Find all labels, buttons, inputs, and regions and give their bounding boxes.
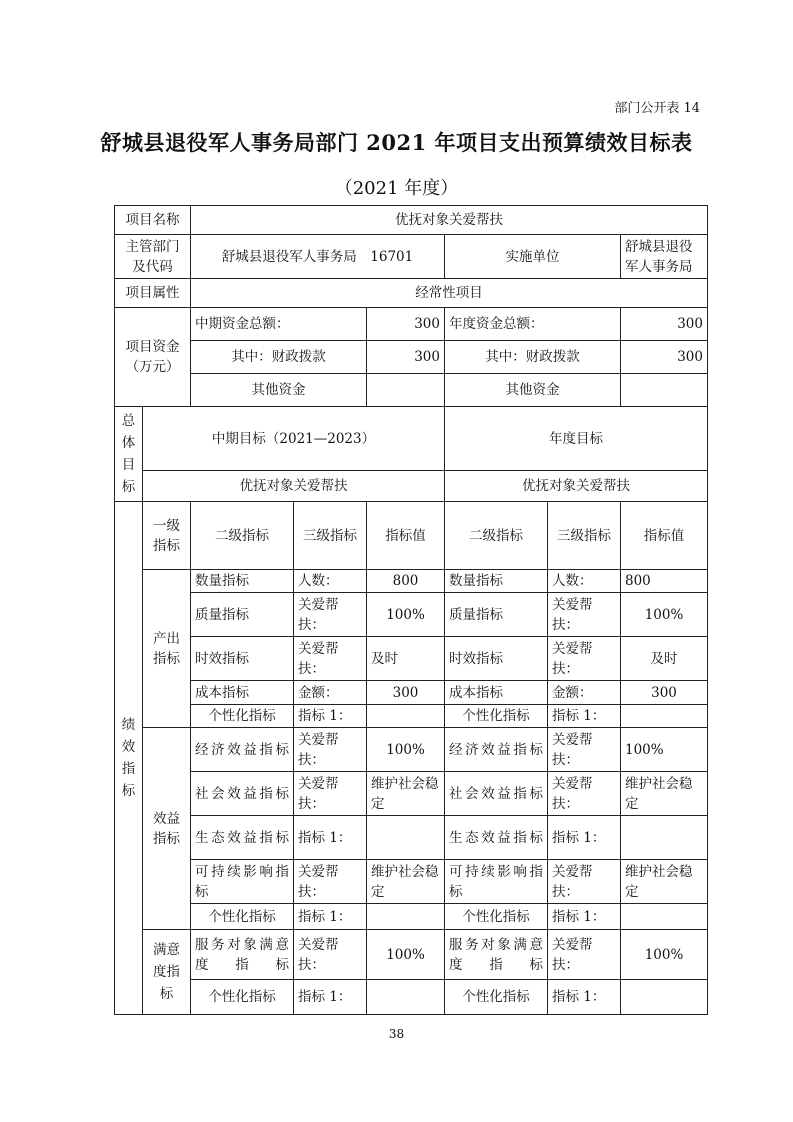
overall-goal-label: 总体目标 <box>115 407 143 502</box>
page-number: 38 <box>388 1027 405 1041</box>
table-row <box>115 593 708 637</box>
mid-total-label: 中期资金总额： <box>191 308 367 341</box>
mid-other-value <box>367 374 445 407</box>
mid-level2-header: 二级指标 <box>191 502 294 570</box>
performance-target-table <box>114 205 708 1015</box>
page-title: 舒城县退役军人事务局部门 2021 年项目支出预算绩效目标表 <box>100 130 693 155</box>
row-year-l3: 指标 1： <box>548 705 621 728</box>
project-attr-label: 项目属性 <box>115 279 191 308</box>
row-l3: 指标 1： <box>294 705 367 728</box>
row-l2: 个性化指标 <box>191 705 294 728</box>
row-l2: 个性化指标 <box>191 980 294 1015</box>
project-name-label: 项目名称 <box>115 206 191 235</box>
row-l2: 个性化指标 <box>191 904 294 930</box>
row-year-value <box>621 980 708 1015</box>
row-year-l3: 人数： <box>548 570 621 593</box>
mid-goal-header: 中期目标（2021—2023） <box>143 407 445 471</box>
level1-header: 一级指标 <box>143 502 191 570</box>
row-l3: 关爱帮扶： <box>294 637 367 681</box>
row-l3: 关爱帮扶： <box>294 593 367 637</box>
row-value <box>367 904 445 930</box>
mid-level3-header: 三级指标 <box>294 502 367 570</box>
row-l2: 经济效益指标 <box>191 728 294 772</box>
row-year-l2: 质量指标 <box>445 593 548 637</box>
row-l2: 成本指标 <box>191 681 294 705</box>
row-year-l2: 可持续影响指标 <box>445 860 548 904</box>
page-subtitle: （2021 年度） <box>334 178 459 199</box>
row-year-l2: 服务对象满意度指标 <box>445 930 548 980</box>
row-year-l3: 指标 1： <box>548 980 621 1015</box>
row-value: 800 <box>367 570 445 593</box>
row-year-l2: 社会效益指标 <box>445 772 548 816</box>
row-l2: 时效指标 <box>191 637 294 681</box>
mid-goal-value: 优抚对象关爱帮扶 <box>143 471 445 502</box>
output-indicator-label: 产出指标 <box>143 570 191 728</box>
year-other-value <box>621 374 708 407</box>
row-l2: 数量指标 <box>191 570 294 593</box>
row-l2: 可持续影响指标 <box>191 860 294 904</box>
dept-label: 主管部门及代码 <box>115 235 191 279</box>
row-value: 维护社会稳定 <box>367 860 445 904</box>
row-year-value: 维护社会稳定 <box>621 860 708 904</box>
mid-other-label: 其他资金 <box>191 374 367 407</box>
row-year-value: 300 <box>621 681 708 705</box>
benefit-indicator-label: 效益指标 <box>143 728 191 930</box>
table-row <box>115 930 708 980</box>
year-other-label: 其他资金 <box>445 374 621 407</box>
row-year-value: 800 <box>621 570 708 593</box>
year-goal-header: 年度目标 <box>445 407 708 471</box>
year-level3-header: 三级指标 <box>548 502 621 570</box>
row-year-l3: 关爱帮扶： <box>548 637 621 681</box>
year-fiscal-label: 其中：财政拨款 <box>445 341 621 374</box>
row-l2: 生态效益指标 <box>191 816 294 860</box>
row-value: 及时 <box>367 637 445 681</box>
table-row <box>115 570 708 593</box>
row-l3: 关爱帮扶： <box>294 930 367 980</box>
row-year-value: 维护社会稳定 <box>621 772 708 816</box>
row-l3: 指标 1： <box>294 816 367 860</box>
year-value-header: 指标值 <box>621 502 708 570</box>
impl-unit-label: 实施单位 <box>445 235 621 279</box>
row-year-l2: 个性化指标 <box>445 980 548 1015</box>
row-year-l2: 成本指标 <box>445 681 548 705</box>
performance-indicator-label: 绩效指标 <box>115 502 143 1015</box>
table-row <box>115 728 708 772</box>
year-total-value: 300 <box>621 308 708 341</box>
row-year-l3: 关爱帮扶： <box>548 930 621 980</box>
impl-unit-value: 舒城县退役军人事务局 <box>621 235 708 279</box>
row-l2: 服务对象满意度指标 <box>191 930 294 980</box>
row-year-l3: 关爱帮扶： <box>548 772 621 816</box>
year-goal-value: 优抚对象关爱帮扶 <box>445 471 708 502</box>
year-fiscal-value: 300 <box>621 341 708 374</box>
row-year-l2: 时效指标 <box>445 637 548 681</box>
row-l2: 社会效益指标 <box>191 772 294 816</box>
row-l3: 关爱帮扶： <box>294 728 367 772</box>
row-year-l3: 关爱帮扶： <box>548 860 621 904</box>
row-l3: 金额： <box>294 681 367 705</box>
table-row <box>115 681 708 705</box>
row-year-l3: 指标 1： <box>548 904 621 930</box>
row-value: 100% <box>367 930 445 980</box>
row-l3: 人数： <box>294 570 367 593</box>
row-year-value <box>621 705 708 728</box>
row-l3: 关爱帮扶： <box>294 772 367 816</box>
row-l3: 指标 1： <box>294 980 367 1015</box>
row-year-l3: 指标 1： <box>548 816 621 860</box>
row-value <box>367 705 445 728</box>
table-number-label: 部门公开表 14 <box>614 101 700 116</box>
row-year-value <box>621 904 708 930</box>
table-row <box>115 904 708 930</box>
table-row <box>115 980 708 1015</box>
row-year-l2: 经济效益指标 <box>445 728 548 772</box>
row-l2: 质量指标 <box>191 593 294 637</box>
row-l3: 指标 1： <box>294 904 367 930</box>
row-year-l2: 个性化指标 <box>445 904 548 930</box>
row-year-l3: 关爱帮扶： <box>548 728 621 772</box>
row-value: 100% <box>367 728 445 772</box>
table-row <box>115 772 708 816</box>
year-level2-header: 二级指标 <box>445 502 548 570</box>
row-value: 300 <box>367 681 445 705</box>
row-year-value: 及时 <box>621 637 708 681</box>
table-row <box>115 816 708 860</box>
mid-total-value: 300 <box>367 308 445 341</box>
row-year-value: 100% <box>621 728 708 772</box>
row-value <box>367 816 445 860</box>
table-row <box>115 637 708 681</box>
row-year-l2: 数量指标 <box>445 570 548 593</box>
row-year-value <box>621 816 708 860</box>
row-year-l3: 金额： <box>548 681 621 705</box>
project-name-value: 优抚对象关爱帮扶 <box>191 206 708 235</box>
row-value: 100% <box>367 593 445 637</box>
row-year-l3: 关爱帮扶： <box>548 593 621 637</box>
row-l3: 关爱帮扶： <box>294 860 367 904</box>
dept-value: 舒城县退役军人事务局 16701 <box>191 235 445 279</box>
row-year-l2: 生态效益指标 <box>445 816 548 860</box>
row-year-value: 100% <box>621 930 708 980</box>
year-total-label: 年度资金总额： <box>445 308 621 341</box>
mid-fiscal-label: 其中：财政拨款 <box>191 341 367 374</box>
mid-fiscal-value: 300 <box>367 341 445 374</box>
row-value: 维护社会稳定 <box>367 772 445 816</box>
row-year-l2: 个性化指标 <box>445 705 548 728</box>
mid-value-header: 指标值 <box>367 502 445 570</box>
row-value <box>367 980 445 1015</box>
project-attr-value: 经常性项目 <box>191 279 708 308</box>
row-year-value: 100% <box>621 593 708 637</box>
funds-label: 项目资金（万元） <box>115 308 191 407</box>
satisfaction-indicator-label: 满意度指标 <box>143 930 191 1015</box>
table-row <box>115 705 708 728</box>
table-row <box>115 860 708 904</box>
